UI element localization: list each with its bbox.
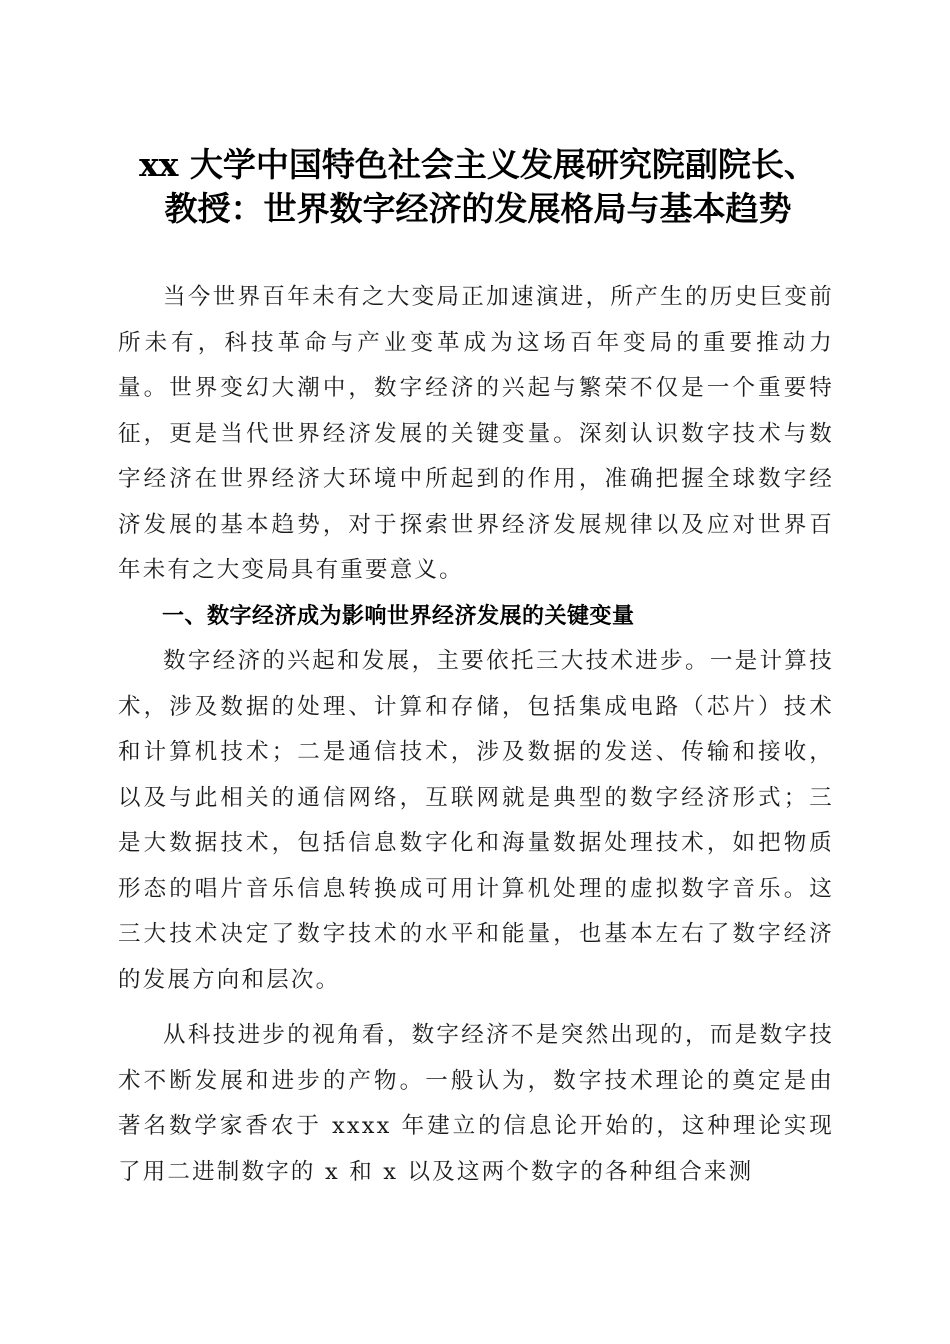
document-body [118,275,834,1195]
title-line-1: xx 大学中国特色社会主义发展研究院副院长、 [139,145,817,184]
document-title [118,143,838,231]
section-1-paragraph-2: 从科技进步的视角看，数字经济不是突然出现的，而是数字技术不断发展和进步的产物。一般认为，数字技术理论的奠定是由著名数学家香农于 xxxx 年建立的信息论开始的，这种理论实现了用二进制数字的 x 和 x 以及这两个数字的各种组合来测 [118,1022,834,1185]
section-1-heading: 一、数字经济成为影响世界经济发展的关键变量 [162,603,635,629]
title-line-2: 教授：世界数字经济的发展格局与基本趋势 [164,189,792,228]
section-1-paragraph-1: 数字经济的兴起和发展，主要依托三大技术进步。一是计算技术，涉及数据的处理、计算和存储，包括集成电路（芯片）技术和计算机技术；二是通信技术，涉及数据的发送、传输和接收，以及与此相关的通信网络，互联网就是典型的数字经济形式；三是大数据技术，包括信息数字化和海量数据处理技术，如把物质形态的唱片音乐信息转换成可用计算机处理的虚拟数字音乐。这三大技术决定了数字技术的水平和能量，也基本左右了数字经济的发展方向和层次。 [118,648,834,993]
intro-paragraph: 当今世界百年未有之大变局正加速演进，所产生的历史巨变前所未有，科技革命与产业变革成为这场百年变局的重要推动力量。世界变幻大潮中，数字经济的兴起与繁荣不仅是一个重要特征，更是当代世界经济发展的关键变量。深刻认识数字技术与数字经济在世界经济大环境中所起到的作用，准确把握全球数字经济发展的基本趋势，对于探索世界经济发展规律以及应对世界百年未有之大变局具有重要意义。 [118,284,834,583]
